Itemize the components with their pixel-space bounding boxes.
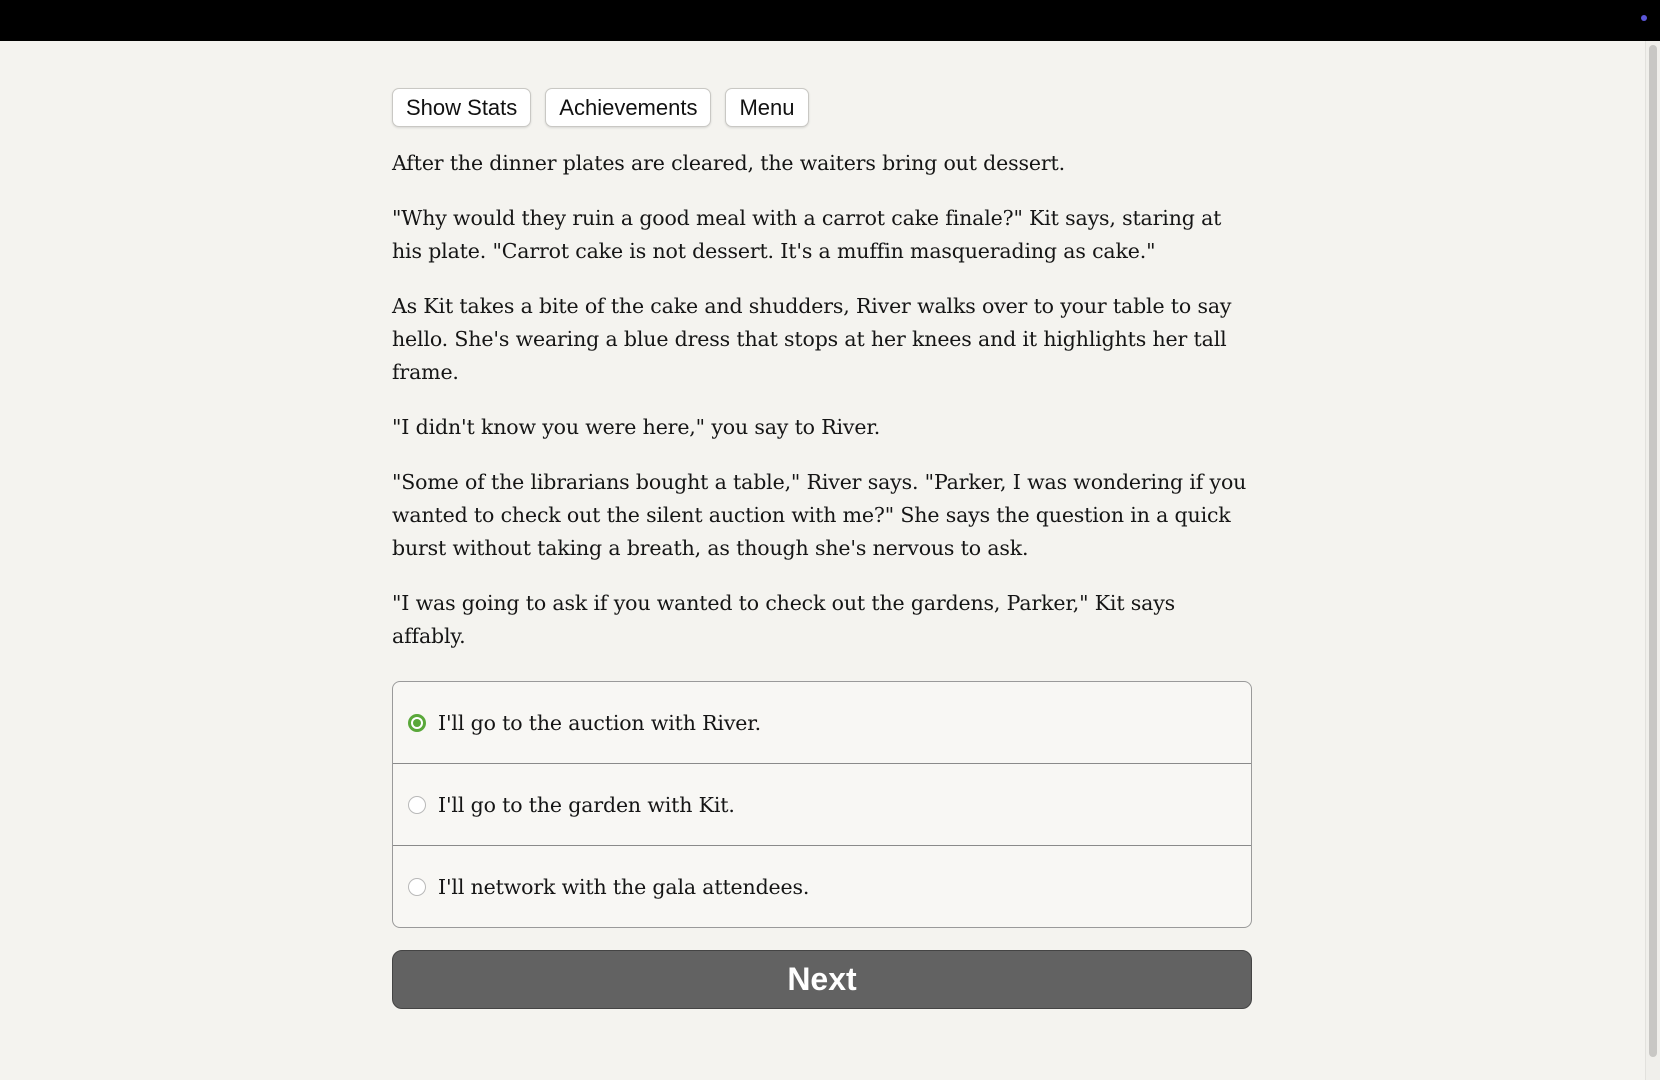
choice-option[interactable]: [393, 845, 1251, 927]
choice-label: I'll network with the gala attendees.: [438, 874, 810, 899]
story-paragraph: "Why would they ruin a good meal with a carrot cake finale?" Kit says, staring at his plate. "Carrot cake is not dessert. It's a muffin masquerading as cake.": [392, 206, 1222, 263]
choice-option[interactable]: [393, 763, 1251, 845]
choice-list: [392, 681, 1252, 928]
achievements-button[interactable]: Achievements: [545, 88, 711, 127]
story-paragraph: After the dinner plates are cleared, the waiters bring out dessert.: [392, 151, 1065, 175]
story-paragraph: As Kit takes a bite of the cake and shudders, River walks over to your table to say hello. She's wearing a blue dress that stops at her knees and it highlights her tall frame.: [392, 294, 1232, 384]
choice-option[interactable]: [393, 682, 1251, 763]
scrollbar-thumb[interactable]: [1649, 45, 1657, 1057]
show-stats-button[interactable]: Show Stats: [392, 88, 531, 127]
status-dot-icon: [1641, 15, 1647, 21]
choice-label: I'll go to the garden with Kit.: [438, 792, 735, 817]
next-button[interactable]: Next: [392, 950, 1252, 1009]
radio-button[interactable]: [408, 796, 426, 814]
choice-label: I'll go to the auction with River.: [438, 710, 762, 735]
story-paragraph: "Some of the librarians bought a table," River says. "Parker, I was wondering if you wanted to check out the silent auction with me?" She says the question in a quick burst without taking a breath, as though she's nervous to ask.: [392, 470, 1247, 560]
story-paragraph: "I was going to ask if you wanted to check out the gardens, Parker," Kit says affably.: [392, 591, 1176, 648]
radio-button[interactable]: [408, 714, 426, 732]
story-text: [392, 147, 1252, 653]
game-content: [392, 88, 1252, 1009]
window-top-bar: [0, 0, 1660, 41]
menu-button[interactable]: Menu: [725, 88, 808, 127]
toolbar: [392, 88, 1252, 127]
story-paragraph: "I didn't know you were here," you say to River.: [392, 415, 881, 439]
radio-button[interactable]: [408, 878, 426, 896]
vertical-scrollbar[interactable]: [1645, 41, 1660, 1080]
